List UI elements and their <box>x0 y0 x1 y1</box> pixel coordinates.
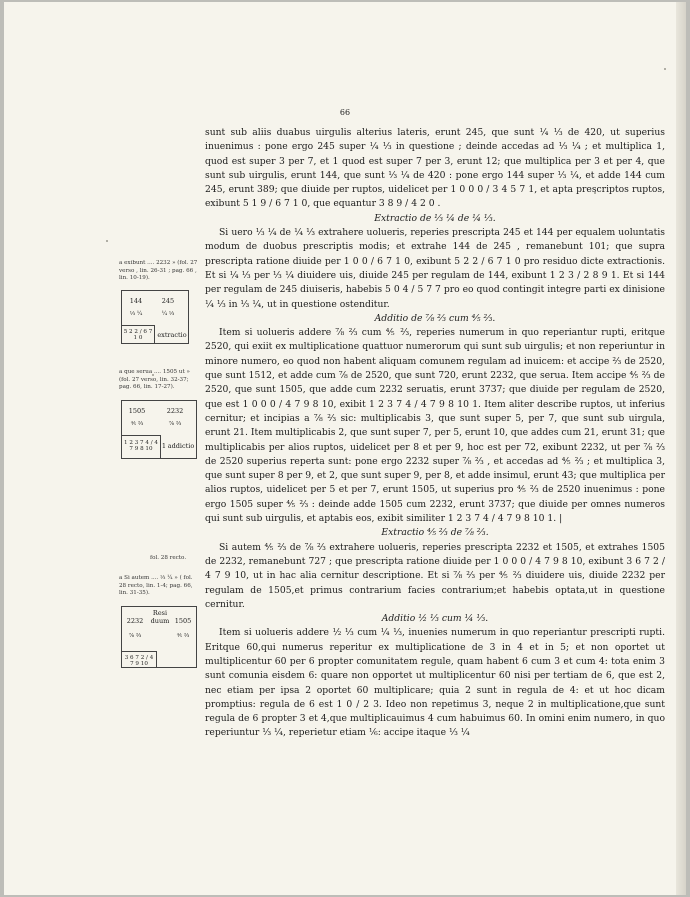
section-heading: Extractio ⅘ ⅔ de ⅞ ⅔. <box>381 527 489 539</box>
table-cell: 1505 <box>174 617 192 625</box>
table-cell: 1505 <box>128 407 146 415</box>
table-rule <box>122 325 154 326</box>
table-cell: 3 6 7 2 / 4 7 9 10 <box>124 655 154 667</box>
table-cell: duum <box>150 617 170 625</box>
table-cell: ⅞ ⅔ <box>128 633 142 639</box>
table-rule <box>156 651 157 667</box>
page <box>4 2 686 895</box>
residuum-table <box>121 606 197 668</box>
paragraph: Si autem ⅘ ⅔ de ⅞ ⅔ extrahere uolueris, reperies prescripta 2232 et 1505, et extrahes 1505 de 2232, remanebunt 727 ; que prescripta ratione diuide per 1 0 0 0 / 4 7 9 8 10, exibunt 3 6 7 2 / 4 7 9 10, ut in hac alia cernitur descriptione. Et si ⅞ ⅔ per ⅘ ⅔ diuidere uis, diuide 2232 per regulam de 1505,et primus contrarium facies contrarium;et habebis optata,ut in questione cernitur. <box>205 541 665 610</box>
page-number: 66 <box>339 108 351 117</box>
section-heading: Additio ½ ⅓ cum ¼ ⅓. <box>381 613 489 625</box>
table-label: addictio <box>167 442 195 450</box>
table-cell: ⅞ ⅔ <box>168 421 182 427</box>
speck <box>664 68 666 70</box>
table-cell: 1 2 3 7 4 / 4 7 9 8 10 <box>124 440 158 452</box>
table-cell: 144 <box>129 297 143 305</box>
paragraph: Si uero ⅓ ¼ de ¼ ⅓ extrahere uolueris, reperies prescripta 245 et 144 per equalem uoluntatis modum de duobus prescriptis modis; et extrahe 144 de 245 , remanebunt 101; que supra prescripta ratione diuide per 1 0 0 / 6 7 1 0, exibunt 5 2 2 / 6 7 1 0 pro residuo dicte extractionis. Et si ¼ ⅓ per ⅓ ¼ diuidere uis, diuide 245 per regulam de 144, exibunt 1 2 3 / 2 8 9 1. Et si 144 per regulam de 245 diuiseris, habebis 5 0 4 / 5 7 7 pro eo quod contingit integre parti ex dinisione ¼ ⅓ in ⅓ ¼, ut in questione ostenditur. <box>205 227 665 310</box>
paragraph: sunt sub aliis duabus uirgulis alterius lateris, erunt 245, que sunt ¼ ⅓ de 420, ut superius inuenimus : pone ergo 245 super ¼ ⅓ in questione ; deinde accedas ad ⅓ ¼ ; et multiplica 1, quod est super 3 per 7, et 1 quod est super 7 per 3, erunt 12; que multiplica per 3 et per 4, que sunt sub uirgulis, erunt 144, que sunt ⅓ ¼ de 420 : pone ergo 144 super ⅓ ¼, et adde 144 cum 245, erunt 389; que diuide per ruptos, uidelicet per 1 0 0 0 / 3 4 5 7 1, et apta prescriptos ruptos, exibunt 5 1 9 / 6 7 1 0, que equantur 3 8 9 / 4 2 0 . <box>205 127 665 210</box>
margin-note: a que serua .... 1505 ut » (fol. 27 verso, lin. 32-37; pag. 66, lin. 17-27). <box>119 369 190 391</box>
margin-note: a exibunt .... 2232 » (fol. 27 verso , lin. 26-31 ; pag. 66 , lin. 10-19). <box>119 260 198 282</box>
speck <box>106 240 108 242</box>
table-cell: ¼ ⅓ <box>161 311 175 317</box>
margin-note: a Si autem .... ⅓ ¼ » ( fol. 28 recto, lin. 1-4; pag. 66, lin. 31-35). <box>119 575 193 597</box>
table-cell: ⅘ ⅔ <box>176 633 190 639</box>
table-rule <box>154 325 155 343</box>
table-cell: 1 <box>161 442 167 450</box>
table-cell: ⅓ ¼ <box>129 311 143 317</box>
section-heading: Extractio de ⅓ ¼ de ¼ ⅓. <box>374 212 496 224</box>
table-rule <box>122 435 160 436</box>
section-heading: Additio de ⅞ ⅔ cum ⅘ ⅔. <box>374 312 496 324</box>
paragraph: Item si uolueris addere ½ ⅓ cum ¼ ⅓, inuenies numerum in quo reperiantur prescripti rupti. Eritque 60,qui numerus reperitur ex multiplicatione de 3 in 4 et in 5; et non oportet ut multiplicentur 60 per 6 propter comunitatem regule, quam habent 6 cum 3 et cum 4: tota enim 3 sunt comunia eisdem 6: quare non opportet ut multiplicentur 60 nisi per tertiam de 6, que est 2, nec etiam per ipsa 2 oportet 60 multiplicare; quia 2 sunt in regula de 4: et ut hoc dicam promptius: regula de 6 est 1 0 / 2 3. Ideo non repetimus 3, neque 2 in multiplicatione,que sunt regula de 6 propter 3 et 4,que multiplicauimus 4 cum habuimus 60. In omini enim numero, in quo reperiuntur ⅓ ¼, reperietur etiam ⅙: accipe itaque ⅓ ¼ <box>205 627 665 739</box>
main-text <box>205 126 665 741</box>
table-cell: 5 2 2 / 6 7 1 0 <box>123 329 153 341</box>
page-edge <box>676 2 686 895</box>
folio-marker: fol. 28 recto. <box>150 555 187 561</box>
table-rule <box>122 651 156 652</box>
addictio-table <box>121 400 197 459</box>
table-cell: Resi <box>152 609 168 617</box>
table-label: extractio <box>157 331 187 339</box>
paragraph: Item si uolueris addere ⅞ ⅔ cum ⅘ ⅔, reperies numerum in quo reperiantur rupti, eritque 2520, qui exiit ex multiplicatione quattuor numerorum qui sunt sub uirgulis; et non reperiuntur in minore numero, eo quod non habent aliquam comunem regulam ad inuicem: et accipe ⅔ de 2520, que sunt 1512, et adde cum ⅞ de 2520, que sunt 720, erunt 2232, que serua. Item accipe ⅘ ⅔ de 2520, que sunt 1505, que adde cum 2232 seruatis, erunt 3737; que diuide per regulam de 2520, que est 1 0 0 0 / 4 7 9 8 10, exibit 1 2 3 7 4 / 4 7 9 8 10 1. Item aliter describe ruptos, ut inferius cernitur; et incipias a ⅞ ⅔ sic: multiplicabis 3, que sunt super 5, per 7, que sunt sub uirgula, erunt 21. Item multiplicabis 2, que sunt super 7, per 5, erunt 10, que addes cum 21, erunt 31; que multiplicabis per alios ruptos, uidelicet per 8 et per 9, hoc est per 72, exibunt 2232, ut per ⅞ ⅔ de 2520 superius reperta sunt: pone ergo 2232 super ⅞ ⅔ , et accedas ad ⅘ ⅔ ; et multiplica 3, que sunt super 8 per 9, et 2, que sunt super 9, per 8, et adde insimul, erunt 43; que multiplica per alios ruptos, uidelicet per 5 et per 7, erunt 1505, ut superius pro ⅘ ⅔ de 2520 inuenimus : pone ergo 1505 super ⅘ ⅔ : deinde adde 1505 cum 2232, erunt 3737; que diuide per omnes numeros qui sunt sub uirgulis, et aptabis eos, exibit similiter 1 2 3 7 4 / 4 7 9 8 10 1. | <box>205 327 665 525</box>
extractio-table <box>121 290 189 344</box>
table-cell: 2232 <box>166 407 184 415</box>
table-cell: ⅘ ⅔ <box>130 421 144 427</box>
table-cell: 2232 <box>126 617 144 625</box>
table-cell: 245 <box>161 297 175 305</box>
